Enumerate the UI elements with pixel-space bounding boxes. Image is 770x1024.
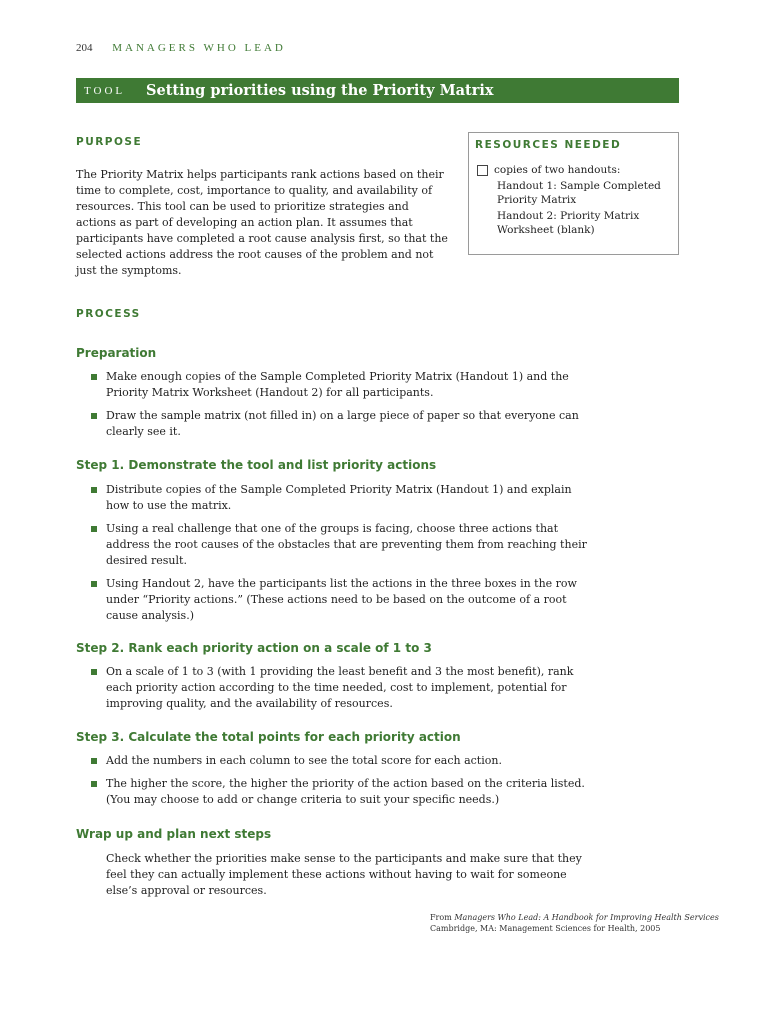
bullet-square-icon bbox=[91, 758, 97, 764]
citation-prefix: From bbox=[430, 913, 455, 922]
resources-box bbox=[468, 132, 679, 255]
purpose-heading: PURPOSE bbox=[76, 136, 143, 148]
preparation-bullets bbox=[90, 369, 590, 447]
book-title: Managers Who Lead: A Handbook for Improving Health Services bbox=[454, 913, 719, 922]
resources-item bbox=[475, 163, 672, 177]
list-item bbox=[90, 482, 590, 514]
citation-publisher: Cambridge, MA: Management Sciences for Health, 2005 bbox=[430, 924, 661, 933]
page-number: 204 bbox=[76, 42, 93, 54]
bullet-text: Add the numbers in each column to see the total score for each action. bbox=[106, 754, 502, 767]
step2-heading: Step 2. Rank each priority action on a scale of 1 to 3 bbox=[76, 641, 432, 655]
bullet-square-icon bbox=[91, 581, 97, 587]
step3-heading: Step 3. Calculate the total points for each priority action bbox=[76, 730, 461, 744]
step3-bullets bbox=[90, 753, 590, 815]
list-item bbox=[90, 369, 590, 401]
purpose-text: The Priority Matrix helps participants rank actions based on their time to complete, cost, importance to quality, and availability of resources. This tool can be used to prioritize strategies and actions as part of developing an action plan. It assumes that participants have completed a root cause analysis first, so that the selected actions address the root causes of the problem and not just the symptoms. bbox=[76, 168, 448, 277]
list-item bbox=[90, 521, 590, 569]
bullet-square-icon bbox=[91, 526, 97, 532]
tool-title-bar bbox=[76, 78, 679, 103]
resources-item-label: copies of two handouts: bbox=[494, 164, 621, 176]
bullet-text: Distribute copies of the Sample Completed Priority Matrix (Handout 1) and explain how to use the matrix. bbox=[106, 483, 572, 512]
handout-1: Handout 1: Sample Completed Priority Matrix bbox=[497, 180, 661, 206]
tool-title: Setting priorities using the Priority Matrix bbox=[146, 82, 494, 99]
resources-heading: RESOURCES NEEDED bbox=[475, 139, 622, 151]
list-item bbox=[90, 753, 590, 769]
preparation-heading: Preparation bbox=[76, 346, 157, 360]
bullet-text: On a scale of 1 to 3 (with 1 providing the least benefit and 3 the most benefit), rank each priority action according to the time needed, cost to implement, potential for improving quality, and the availability of resources. bbox=[106, 665, 574, 710]
list-item bbox=[90, 576, 590, 624]
process-heading: PROCESS bbox=[76, 308, 141, 320]
list-item bbox=[90, 408, 590, 440]
bullet-square-icon bbox=[91, 487, 97, 493]
bullet-text: Using a real challenge that one of the groups is facing, choose three actions that address the root causes of the obstacles that are preventing them from reaching their desired result. bbox=[106, 522, 587, 567]
bullet-square-icon bbox=[91, 781, 97, 787]
bullet-text: Draw the sample matrix (not filled in) on a large piece of paper so that everyone can clearly see it. bbox=[106, 409, 579, 438]
step2-bullets bbox=[90, 664, 590, 719]
bullet-text: The higher the score, the higher the priority of the action based on the criteria listed. (You may choose to add or change criteria to suit your specific needs.) bbox=[106, 777, 585, 806]
bullet-square-icon bbox=[91, 374, 97, 380]
tool-label: TOOL bbox=[84, 84, 126, 97]
bullet-square-icon bbox=[91, 669, 97, 675]
bullet-text: Make enough copies of the Sample Completed Priority Matrix (Handout 1) and the Priority Matrix Worksheet (Handout 2) for all participants. bbox=[106, 370, 569, 399]
checkbox-icon bbox=[477, 165, 488, 176]
running-title: MANAGERS WHO LEAD bbox=[112, 42, 286, 54]
wrapup-text: Check whether the priorities make sense to the participants and make sure that they feel they can actually implement these actions without having to wait for someone else’s approval or resources. bbox=[106, 852, 582, 897]
step1-bullets bbox=[90, 482, 590, 631]
running-header bbox=[76, 42, 286, 54]
step1-heading: Step 1. Demonstrate the tool and list priority actions bbox=[76, 458, 437, 472]
list-item bbox=[90, 664, 590, 712]
list-item bbox=[90, 776, 590, 808]
bullet-text: Using Handout 2, have the participants list the actions in the three boxes in the row under “Priority actions.” (These actions need to be based on the outcome of a root cause analysis.) bbox=[106, 577, 577, 622]
handout-2: Handout 2: Priority Matrix Worksheet (blank) bbox=[497, 210, 640, 236]
wrapup-heading: Wrap up and plan next steps bbox=[76, 827, 272, 841]
source-citation bbox=[430, 912, 719, 934]
bullet-square-icon bbox=[91, 413, 97, 419]
